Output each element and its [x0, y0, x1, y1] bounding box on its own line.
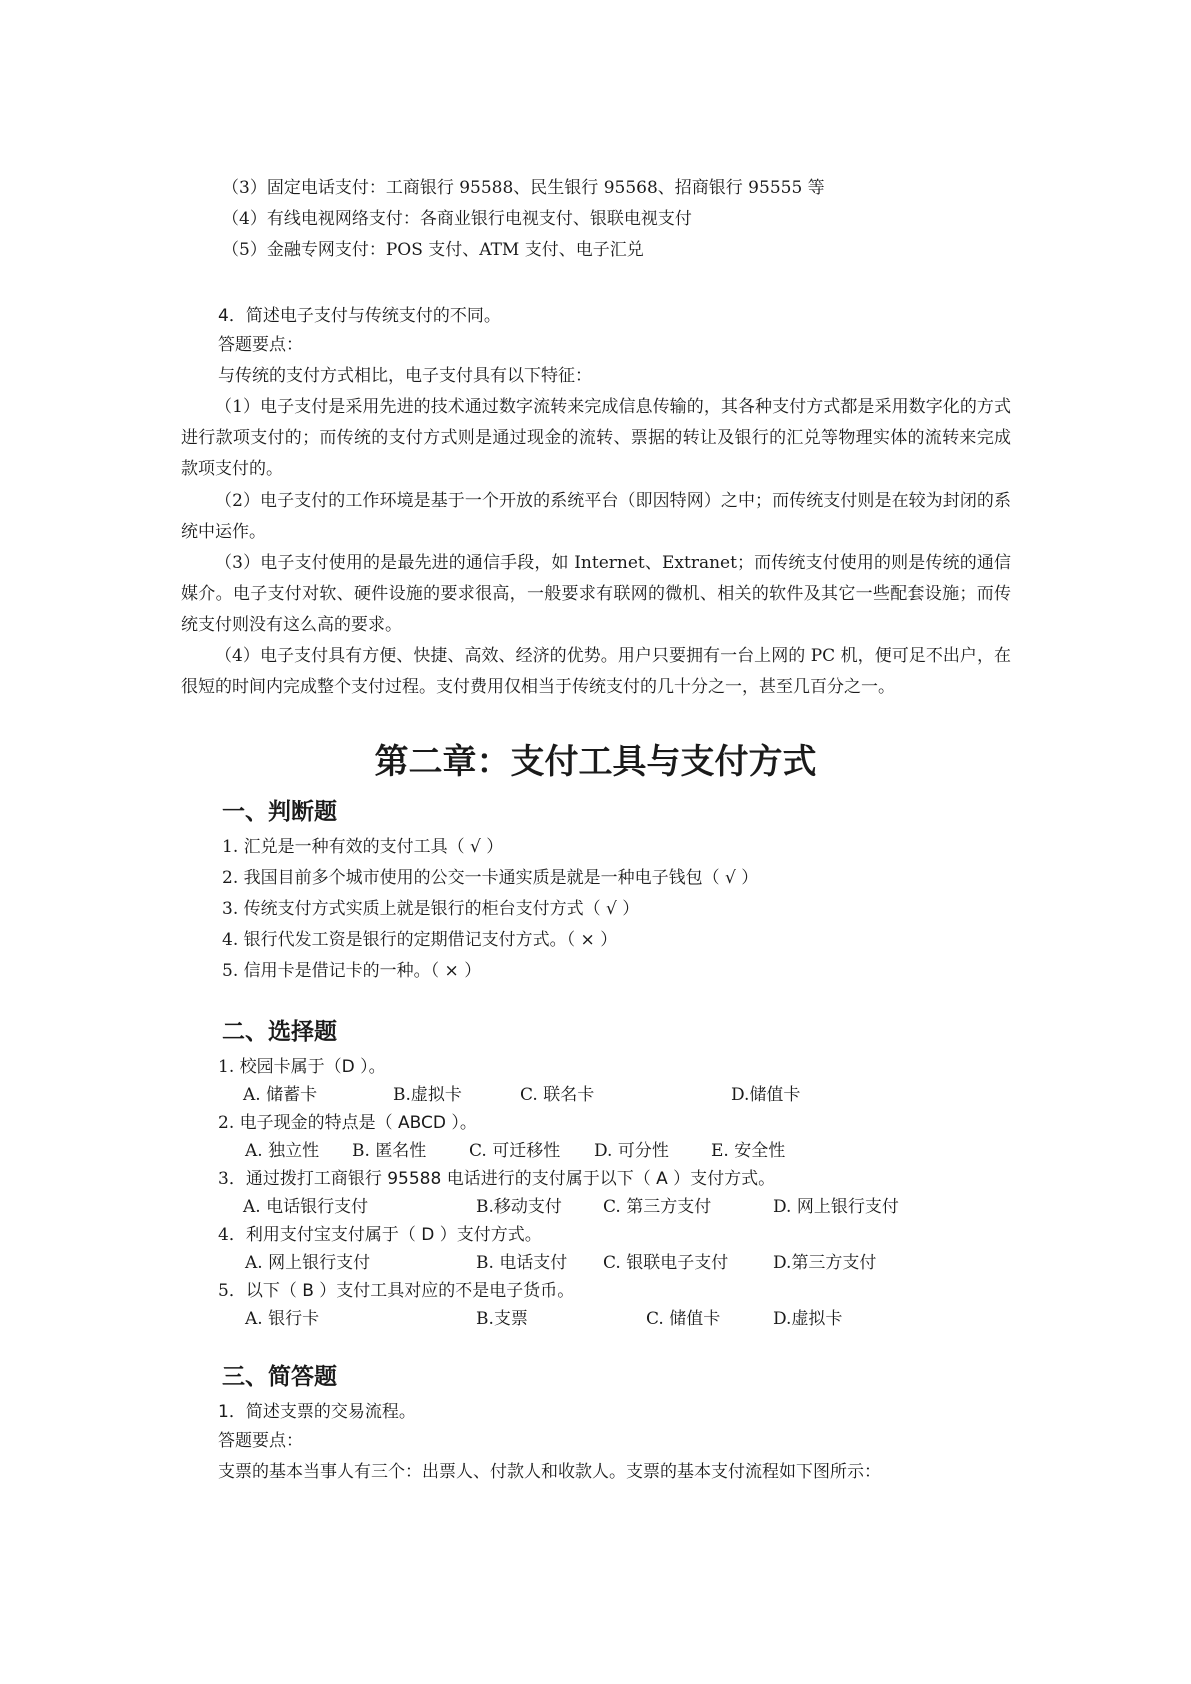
option-b: B.支票	[476, 1309, 528, 1329]
option-d: D. 网上银行支付	[773, 1197, 899, 1217]
option-d: D.虚拟卡	[773, 1309, 843, 1329]
option-e: E. 安全性	[711, 1141, 786, 1161]
option-d: D.第三方支付	[773, 1253, 877, 1273]
item-number: 2.	[222, 868, 239, 888]
option-a: A. 电话银行支付	[243, 1197, 369, 1217]
section-heading: 三、简答题	[222, 1364, 337, 1390]
answer-intro: 与传统的支付方式相比，电子支付具有以下特征：	[218, 366, 592, 386]
question-title: 1．简述支票的交易流程。	[218, 1402, 416, 1422]
item-text: 汇兑是一种有效的支付工具（ √ ）	[243, 837, 504, 857]
choice-question	[218, 1055, 386, 1079]
option-a: A. 银行卡	[245, 1309, 320, 1329]
item-text: 信用卡是借记卡的一种。（ × ）	[243, 961, 482, 981]
answer-text: 支票的基本当事人有三个：出票人、付款人和收款人。支票的基本支付流程如下图所示：	[218, 1462, 881, 1482]
question-number: 4．	[218, 1225, 246, 1245]
answer-label: 答题要点：	[218, 1431, 303, 1451]
item-text: 我国目前多个城市使用的公交一卡通实质是就是一种电子钱包（ √ ）	[243, 868, 759, 888]
option-c: C. 联名卡	[520, 1085, 595, 1105]
section-heading: 一、判断题	[222, 799, 337, 825]
option-c: C. 第三方支付	[603, 1197, 712, 1217]
judgement-item	[222, 866, 758, 890]
chapter-title: 第二章：支付工具与支付方式	[374, 742, 817, 782]
question-text: 利用支付宝支付属于（ D ）支付方式。	[245, 1225, 542, 1245]
option-a: A. 独立性	[245, 1141, 320, 1161]
answer-point: （2）电子支付的工作环境是基于一个开放的系统平台（即因特网）之中；而传统支付则是在较为封闭的系统中运作。	[181, 491, 1011, 542]
judgement-item	[222, 835, 503, 859]
question-text: 电子现金的特点是（ ABCD ）。	[239, 1113, 477, 1133]
choice-question	[218, 1111, 477, 1135]
option-b: B.移动支付	[476, 1197, 562, 1217]
item-number: 4.	[222, 930, 239, 950]
list-item: （4）有线电视网络支付：各商业银行电视支付、银联电视支付	[222, 209, 692, 229]
answer-point: （1）电子支付是采用先进的技术通过数字流转来完成信息传输的，其各种支付方式都是采用数字化的方式进行款项支付的；而传统的支付方式则是通过现金的流转、票据的转让及银行的汇兑等物理实体的流转来完成款项支付的。	[181, 397, 1011, 479]
question-number: 5．	[218, 1281, 246, 1301]
item-text: 传统支付方式实质上就是银行的柜台支付方式（ √ ）	[243, 899, 640, 919]
option-a: A. 储蓄卡	[243, 1085, 318, 1105]
choice-question	[218, 1167, 775, 1191]
question-text: 校园卡属于（D ）。	[239, 1057, 386, 1077]
question-title: 4．简述电子支付与传统支付的不同。	[218, 306, 501, 326]
question-number: 3．	[218, 1169, 246, 1189]
answer-point: （4）电子支付具有方便、快捷、高效、经济的优势。用户只要拥有一台上网的 PC 机，便可足不出户，在很短的时间内完成整个支付过程。支付费用仅相当于传统支付的几十分之一，甚至几百分之一。	[181, 646, 1011, 697]
option-b: B.虚拟卡	[393, 1085, 462, 1105]
choice-question	[218, 1279, 574, 1303]
option-b: B. 匿名性	[352, 1141, 427, 1161]
judgement-item	[222, 959, 481, 983]
question-text: 通过拨打工商银行 95588 电话进行的支付属于以下（ A ）支付方式。	[245, 1169, 776, 1189]
list-item: （3）固定电话支付：工商银行 95588、民生银行 95568、招商银行 95555 等	[222, 178, 825, 198]
option-c: C. 银联电子支付	[603, 1253, 729, 1273]
option-c: C. 储值卡	[646, 1309, 721, 1329]
option-d: D.储值卡	[731, 1085, 801, 1105]
answer-point: （3）电子支付使用的是最先进的通信手段，如 Internet、Extranet；而传统支付使用的则是传统的通信媒介。电子支付对软、硬件设施的要求很高，一般要求有联网的微机、相关的软件及其它一些配套设施；而传统支付则没有这么高的要求。	[181, 553, 1011, 635]
option-d: D. 可分性	[594, 1141, 669, 1161]
option-b: B. 电话支付	[476, 1253, 568, 1273]
item-number: 1.	[222, 837, 239, 857]
judgement-item	[222, 897, 639, 921]
option-c: C. 可迁移性	[469, 1141, 561, 1161]
option-a: A. 网上银行支付	[245, 1253, 371, 1273]
judgement-item	[222, 928, 617, 952]
list-item: （5）金融专网支付：POS 支付、ATM 支付、电子汇兑	[222, 240, 644, 260]
item-text: 银行代发工资是银行的定期借记支付方式。（ × ）	[243, 930, 618, 950]
section-heading: 二、选择题	[222, 1019, 337, 1045]
item-number: 5.	[222, 961, 239, 981]
question-number: 1.	[218, 1057, 235, 1077]
question-number: 2.	[218, 1113, 235, 1133]
choice-question	[218, 1223, 542, 1247]
question-text: 以下（ B ）支付工具对应的不是电子货币。	[245, 1281, 575, 1301]
answer-label: 答题要点：	[218, 335, 303, 355]
item-number: 3.	[222, 899, 239, 919]
